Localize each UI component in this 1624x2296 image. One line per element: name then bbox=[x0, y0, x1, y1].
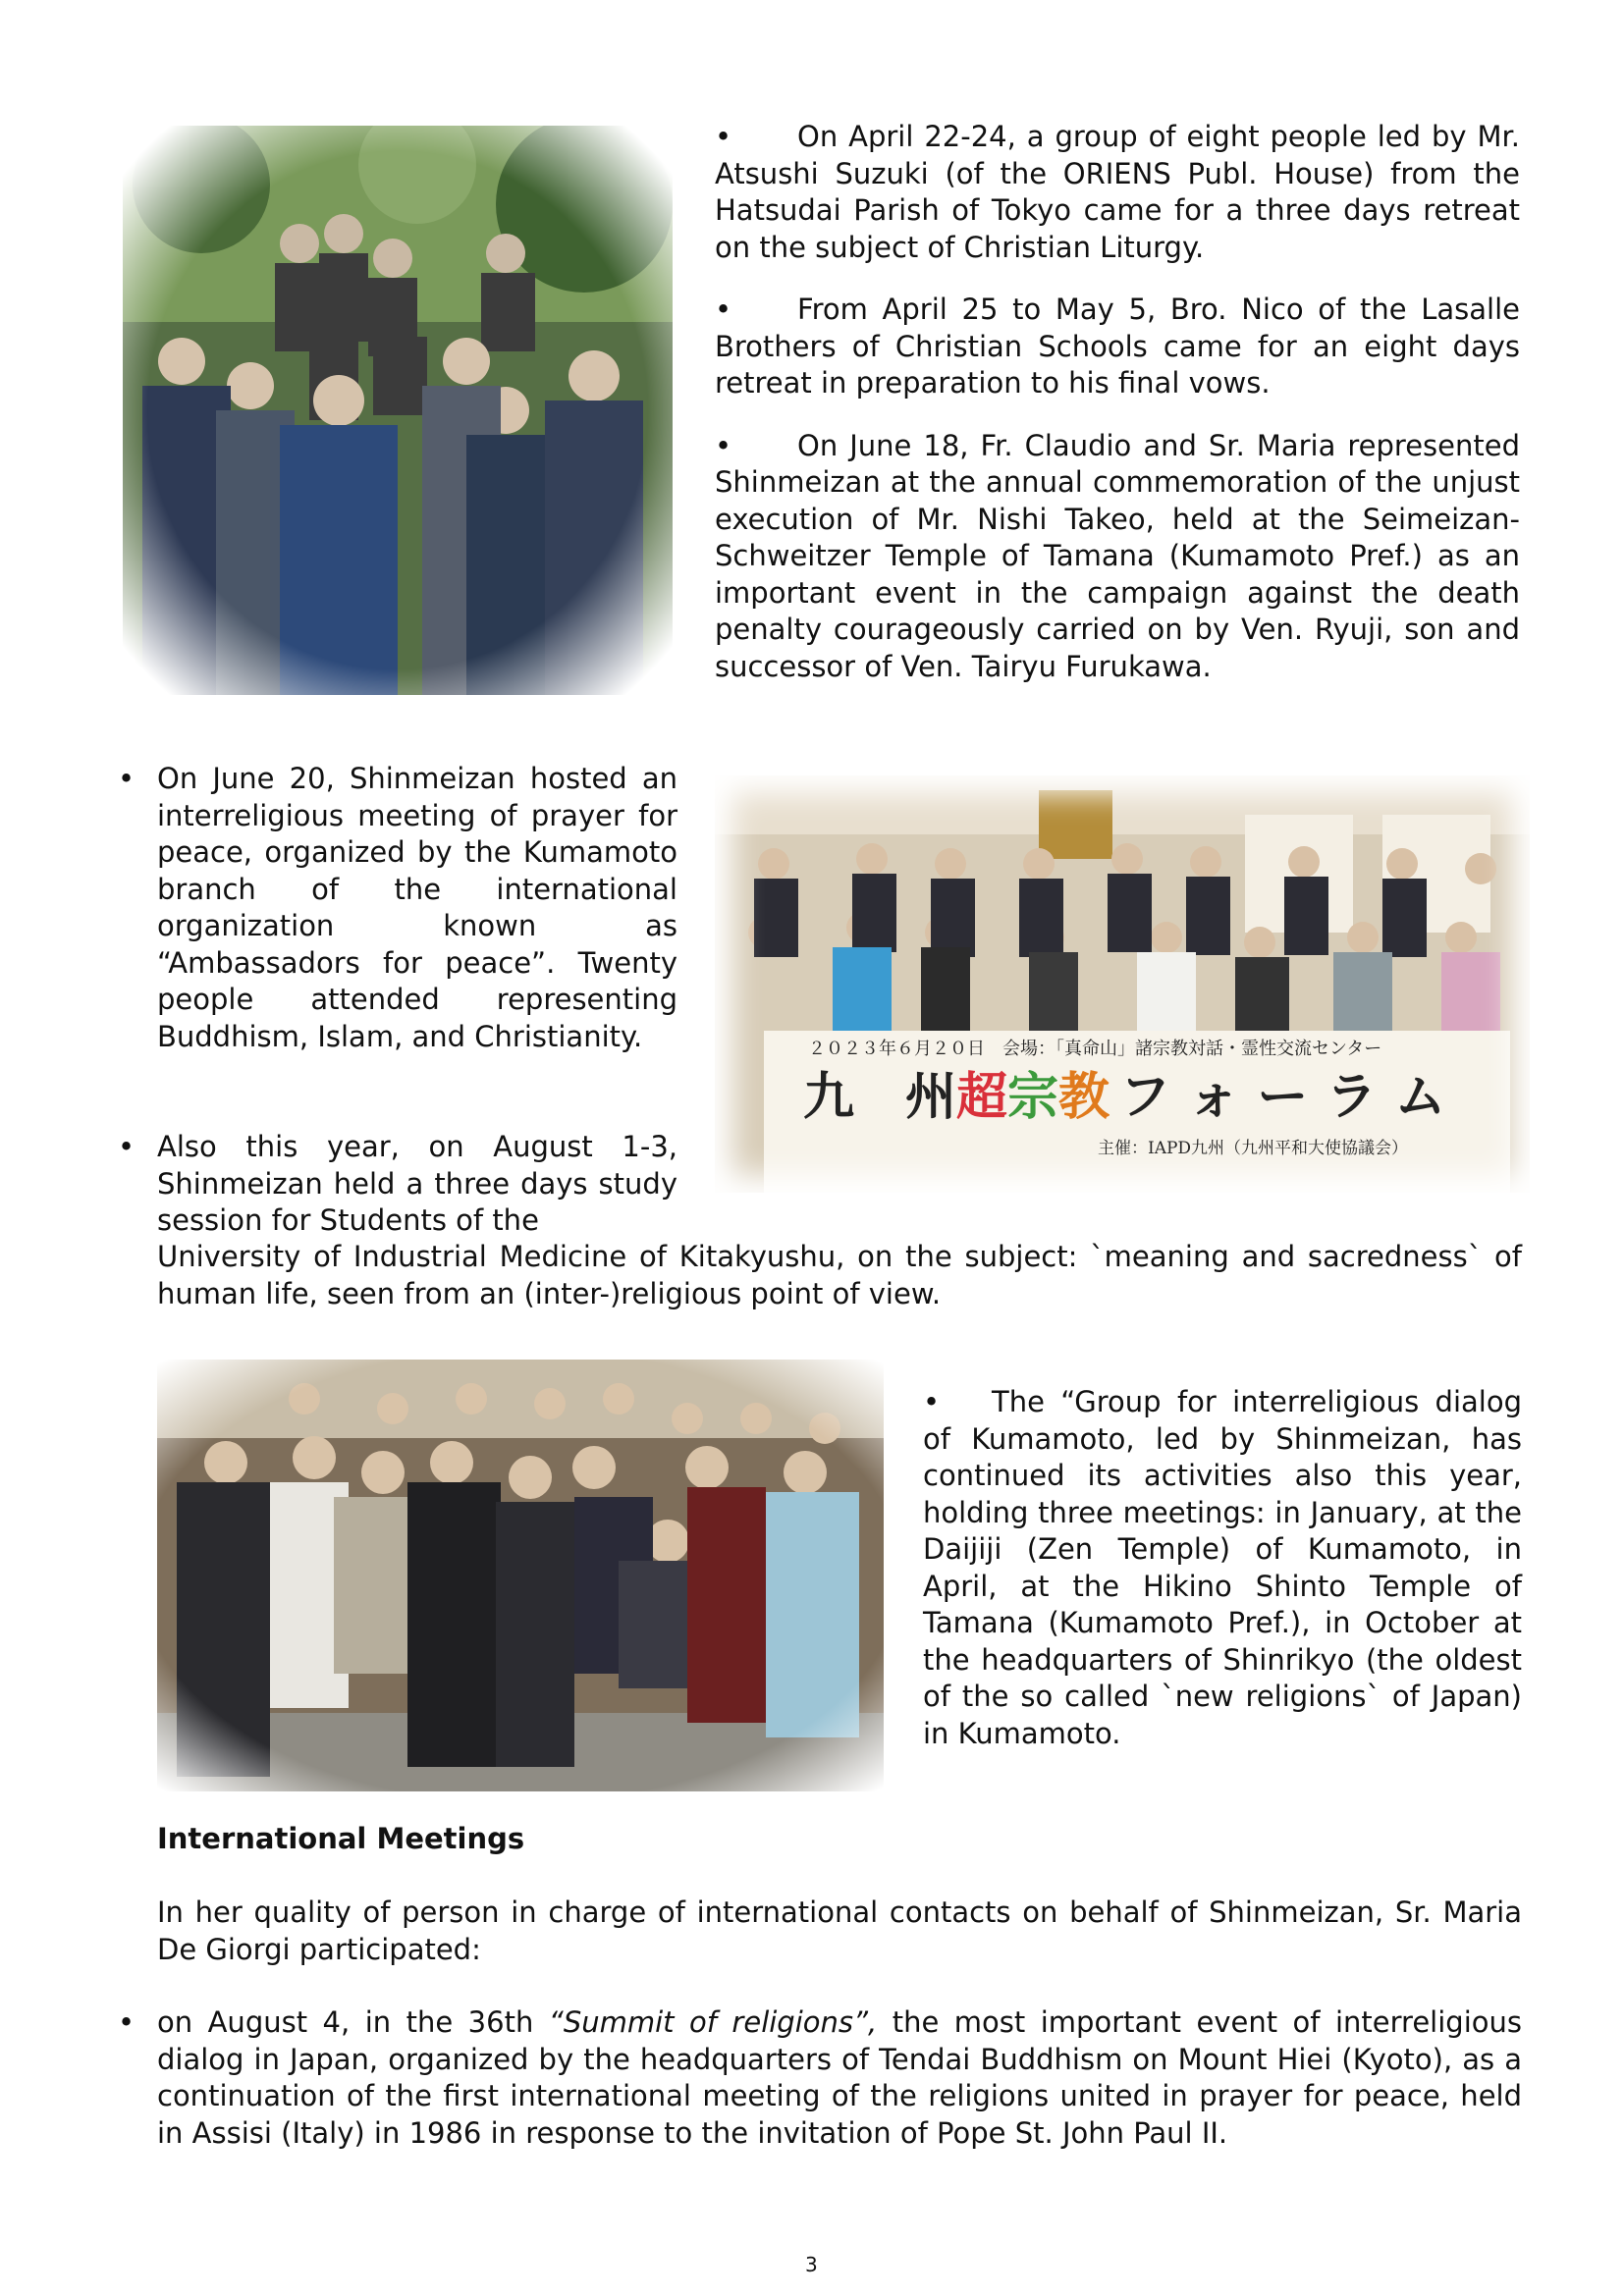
summit-item bbox=[157, 2004, 1522, 2152]
photo-edge-fade bbox=[715, 775, 1530, 1193]
summit-prefix: on August 4, in the 36th bbox=[157, 2005, 549, 2039]
events-list bbox=[118, 761, 677, 1093]
photo-garden-group bbox=[123, 126, 673, 695]
bullet: • bbox=[118, 1130, 135, 1163]
banner-date-line: ２０２３年６月２０日 会場：「真命山」諸宗教対話・霊性交流センター bbox=[808, 1039, 1382, 1059]
summit-suffix: the most important event of interreligious dialog in Japan, organized by the headquarters of Tendai Buddhism on Mount Hiei (Kyoto), as a continuation of the first international meeting of the religions united in prayer for peace, held in Assisi (Italy) in 1986 in response to the invitation of Pope St. John Paul II. bbox=[157, 2005, 1522, 2150]
page-number: 3 bbox=[805, 2253, 818, 2276]
list-item-text: The “Group for interreligious dialog of Kumamoto, led by Shinmeizan, has continued its activities also this year, holding three meetings: in January, at the Daijiji (Zen Temple) of Kumamoto, in April, at the Hikino Shinto Temple of Tamana (Kumamoto Pref.), in October at the headquarters of Shinrikyo (the oldest of the so called `new religions` of Japan) in Kumamoto. bbox=[923, 1385, 1522, 1750]
list-item bbox=[715, 119, 1520, 266]
kumamoto-group-item bbox=[923, 1384, 1522, 1752]
list-item-text: On June 20, Shinmeizan hosted an interreligious meeting of prayer for peace, organized by the Kumamoto branch of the international organization known as “Ambassadors for peace”. Twenty people attended representing Buddhism, Islam, and Christianity. bbox=[157, 762, 677, 1053]
photo-interreligious-group bbox=[157, 1360, 884, 1791]
list-item-text: On June 18, Fr. Claudio and Sr. Maria represented Shinmeizan at the annual commemoration of the unjust execution of Mr. Nishi Takeo, held at the Seimeizan-Schweitzer Temple of Tamana (Kumamoto Pref.) as an important event in the campaign against the death penalty courageously carried on by Ven. Ryuji, son and successor of Ven. Tairyu Furukawa. bbox=[715, 428, 1520, 683]
bullet: • bbox=[118, 2005, 135, 2039]
banner-title-part: 教 bbox=[1058, 1067, 1110, 1127]
list-item bbox=[118, 761, 677, 1055]
bullet: • bbox=[715, 293, 732, 326]
summit-title: “Summit of religions”, bbox=[548, 2005, 878, 2039]
banner-sponsor: 主催：IAPD九州（九州平和大使協議会） bbox=[1098, 1139, 1409, 1158]
banner-title-part: 九 州 bbox=[803, 1067, 957, 1127]
banner-title-part: 超 bbox=[956, 1067, 1008, 1127]
bullet: • bbox=[715, 428, 732, 462]
list-item-text-narrow: Also this year, on August 1-3, Shinmeizan held a three days study session for Students of the bbox=[157, 1130, 677, 1237]
list-item bbox=[715, 292, 1520, 402]
banner-title-part: 宗 bbox=[1007, 1067, 1059, 1127]
list-item bbox=[715, 428, 1520, 686]
bullet: • bbox=[923, 1385, 941, 1418]
bullet: • bbox=[715, 120, 732, 153]
list-item-text-continuation: University of Industrial Medicine of Kitakyushu, on the subject: `meaning and sacredness` of human life, seen from an (inter-)religious point of view. bbox=[157, 1240, 1522, 1310]
section-heading: International Meetings bbox=[157, 1822, 525, 1855]
banner-title-part: フ ォ ー ラ ム bbox=[1119, 1067, 1446, 1127]
intro-paragraph: In her quality of person in charge of international contacts on behalf of Shinmeizan, Sr. Maria De Giorgi participated: bbox=[157, 1896, 1522, 1966]
photo-forum-banner bbox=[715, 775, 1530, 1193]
retreat-list bbox=[715, 119, 1520, 711]
list-item-text: On April 22-24, a group of eight people led by Mr. Atsushi Suzuki (of the ORIENS Publ. House) from the Hatsudai Parish of Tokyo came for a three days retreat on the subject of Christian Liturgy. bbox=[715, 120, 1520, 264]
list-item-text: From April 25 to May 5, Bro. Nico of the Lasalle Brothers of Christian Schools came for an eight days retreat in preparation to his final vows. bbox=[715, 293, 1520, 400]
